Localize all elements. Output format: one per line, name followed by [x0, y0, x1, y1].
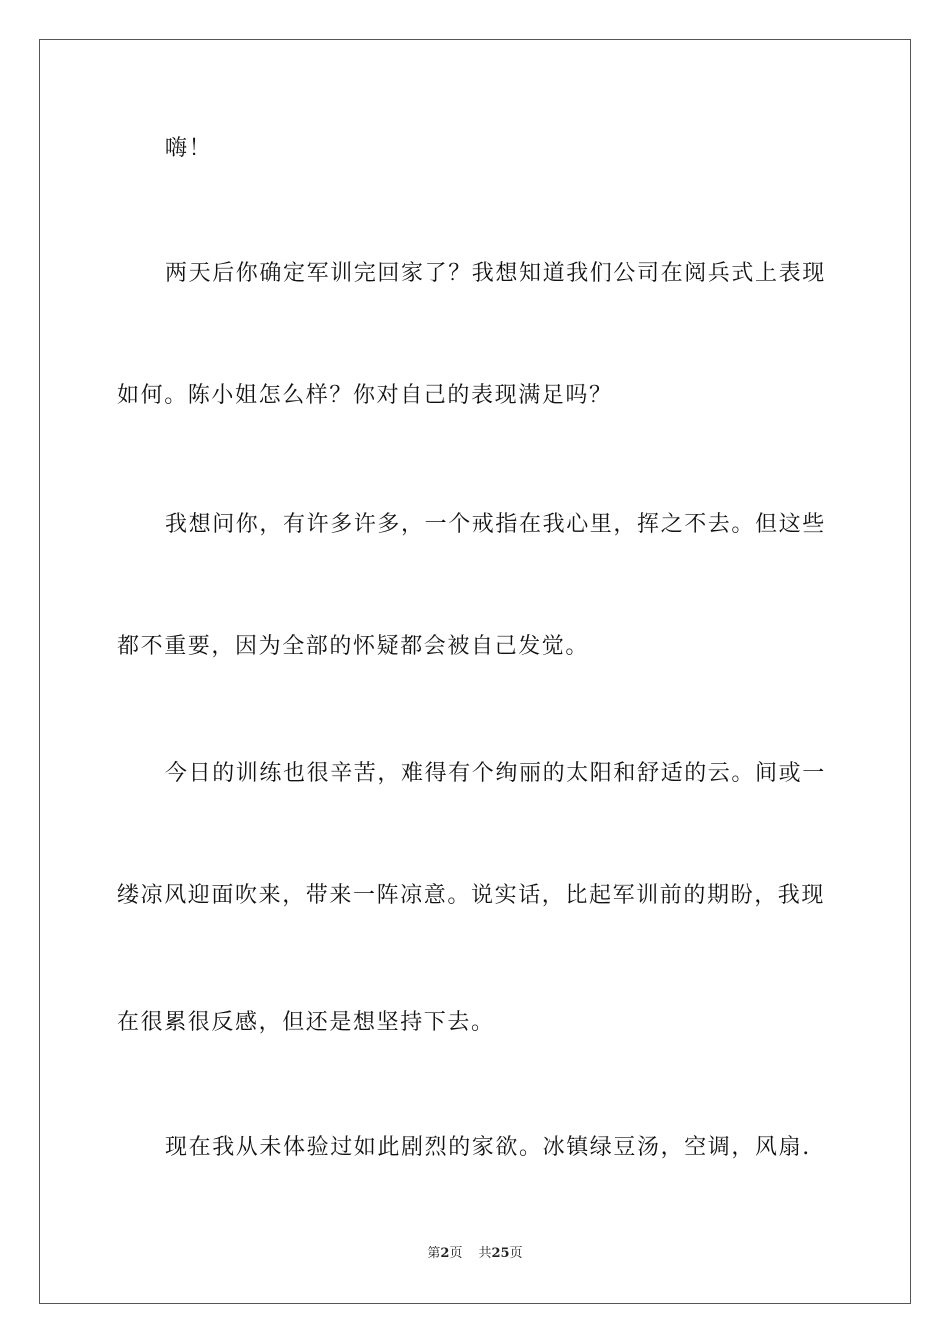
paragraph-3-line-1: 今日的训练也很辛苦，难得有个绚丽的太阳和舒适的云。间或一	[165, 761, 826, 786]
paragraph-greeting: 嗨！	[165, 136, 213, 161]
page-border	[39, 39, 911, 1304]
paragraph-4-line-1: 现在我从未体验过如此剧烈的家欲。冰镇绿豆汤，空调，风扇.	[165, 1135, 811, 1160]
paragraph-2-line-2: 都不重要，因为全部的怀疑都会被自己发觉。	[117, 634, 590, 659]
footer-total-pages: 25	[491, 1246, 510, 1261]
page-footer	[0, 1245, 950, 1263]
footer-total-prefix: 共	[478, 1246, 492, 1261]
footer-total-suffix: 页	[509, 1246, 523, 1261]
footer-page-prefix: 第	[427, 1246, 441, 1261]
paragraph-1-line-1: 两天后你确定军训完回家了？我想知道我们公司在阅兵式上表现	[165, 261, 826, 286]
paragraph-3-line-2: 缕凉风迎面吹来，带来一阵凉意。说实话，比起军训前的期盼，我现	[117, 883, 826, 908]
paragraph-2-line-1: 我想问你，有许多许多，一个戒指在我心里，挥之不去。但这些	[165, 512, 826, 537]
paragraph-3-line-3: 在很累很反感，但还是想坚持下去。	[117, 1010, 495, 1035]
footer-page-number: 2	[440, 1246, 450, 1261]
paragraph-1-line-2: 如何。陈小姐怎么样？你对自己的表现满足吗？	[117, 383, 613, 408]
footer-page-suffix: 页	[449, 1246, 463, 1261]
